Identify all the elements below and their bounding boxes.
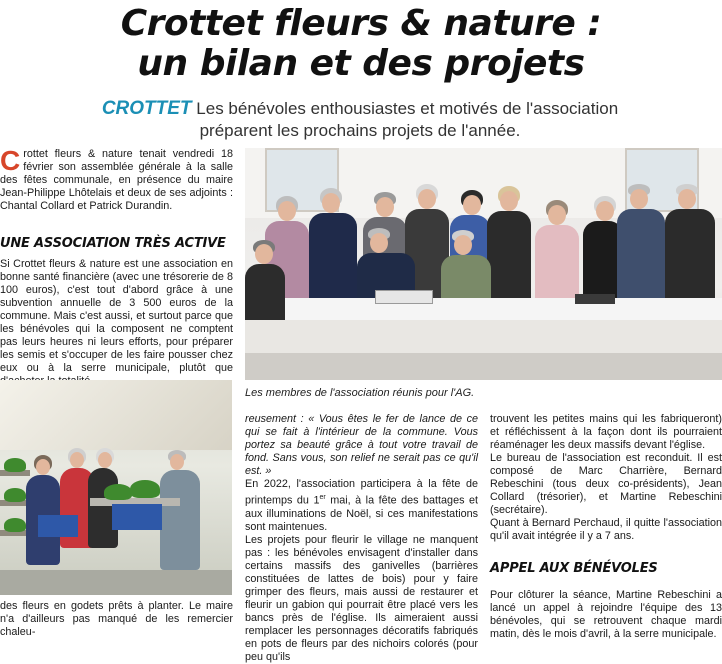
section1-paragraph: Si Crottet fleurs & nature est une association en bonne santé financière (avec une trésorerie de 8 100 euros), c'est tout d'abord grâce à une subvention annuelle de 3 500 euros de la commune. Mais c'est aussi, et surtout parce que les bénévoles qui la composent ne comptent pas leurs heures ni leurs efforts, pour préparer les semis et s'occuper de les faire pousser chez eux ou à la serre municipale, plutôt que <box>0 258 233 374</box>
mayor-quote: reusement : « Vous êtes le fer de lance de ce qui se fait à l'intérieur de la commune. Vous portez sa beauté grâce à tout votre travail de fond. Sans vous, son relief ne serait pas ce qu'il est. » <box>245 413 478 477</box>
plant-crate <box>112 504 162 530</box>
events-text-start: En 2022, l'association participera à la fête de printemps du 1 <box>245 478 478 507</box>
section-title-volunteers: APPEL AUX BÉNÉVOLES <box>490 561 658 576</box>
col2-text <box>245 413 478 664</box>
photo-caption: Les membres de l'association réunis pour l'AG. <box>245 387 475 399</box>
laptop <box>375 290 433 304</box>
intro-text: rottet fleurs & nature tenait vendredi 18 février son assemblée générale à la salle des fêtes communale, en présence du maire Jean-Philippe Lhôtelais et deux de ses adjoints : Chantal Collard et Patrick Durandin. <box>0 148 233 212</box>
subhead-line2: préparent les prochains projets de l'année. <box>199 121 521 140</box>
events-text-end: mai, à la fête des battages et aux illuminations de Noël, si ces manifestations sont maintenues. <box>245 494 478 533</box>
volunteers-paragraph: Pour clôturer la séance, Martine Rebeschini a lancé un appel à rejoindre l'équipe des 13 bénévoles, qui se retrouvent chaque mardi matin, dès le mois d'avril, à la serre municipale. <box>490 589 722 640</box>
drop-cap: C <box>0 145 21 176</box>
plant <box>4 458 26 472</box>
plant <box>4 488 26 502</box>
bureau-paragraph: Le bureau de l'association est reconduit. Il est composé de Marc Charrière, Bernard Rebeschini (tous deux co-présidents), Jean Collard (trésorier), et Martine Rebeschini (secrétaire). <box>490 452 722 516</box>
seedling-tray <box>130 480 160 498</box>
headline-line2: un bilan et des projets <box>137 43 585 84</box>
col1-bottom-paragraph: des fleurs en godets prêts à planter. Le maire n'a d'ailleurs pas manqué de les remercier chaleu- <box>0 600 233 638</box>
projects-paragraph: Les projets pour fleurir le village ne manquent pas : les bénévoles envisagent d'installer dans certains massifs des ganivelles (barrières constituées de lattes de bois) pour y faire grimper des fleurs, mais aussi de restaurer et fleurir un gabion qui pourrait être placé vers les bancs près de l'église. Ils aimeraient aussi remplacer les personnages décoratifs fabriqués en pots de fleurs par des nichoirs colorés (pour peu qu'ils <box>245 533 478 663</box>
section-title-active: UNE ASSOCIATION TRÈS ACTIVE <box>0 236 226 251</box>
binder <box>575 294 615 304</box>
plant <box>4 518 26 532</box>
ordinal-suffix: er <box>319 494 326 501</box>
headline-line1: Crottet fleurs & nature : <box>120 3 602 44</box>
headline <box>0 4 722 84</box>
subhead <box>40 98 680 142</box>
seedling-tray <box>104 484 132 500</box>
events-paragraph <box>245 478 478 534</box>
subhead-line1: Les bénévoles enthousiastes et motivés de l'association <box>196 99 619 118</box>
col3-text <box>490 413 722 543</box>
meeting-table <box>285 298 722 322</box>
group-photo <box>245 148 722 380</box>
intro-paragraph <box>0 145 233 213</box>
departure-paragraph: Quant à Bernard Perchaud, il quitte l'association qu'il avait intégrée il y a 7 ans. <box>490 517 722 542</box>
greenhouse-roof <box>0 380 232 450</box>
greenhouse-floor <box>0 570 232 595</box>
plant-crate <box>38 515 78 537</box>
floor <box>245 353 722 380</box>
massifs-paragraph: trouvent les petites mains qui les fabriqueront) et réfléchissent à la façon dont ils pourraient réaménager les deux massifs devant l'église. <box>490 413 722 451</box>
subhead-kicker: CROTTET <box>101 98 192 119</box>
greenhouse-photo <box>0 380 232 595</box>
